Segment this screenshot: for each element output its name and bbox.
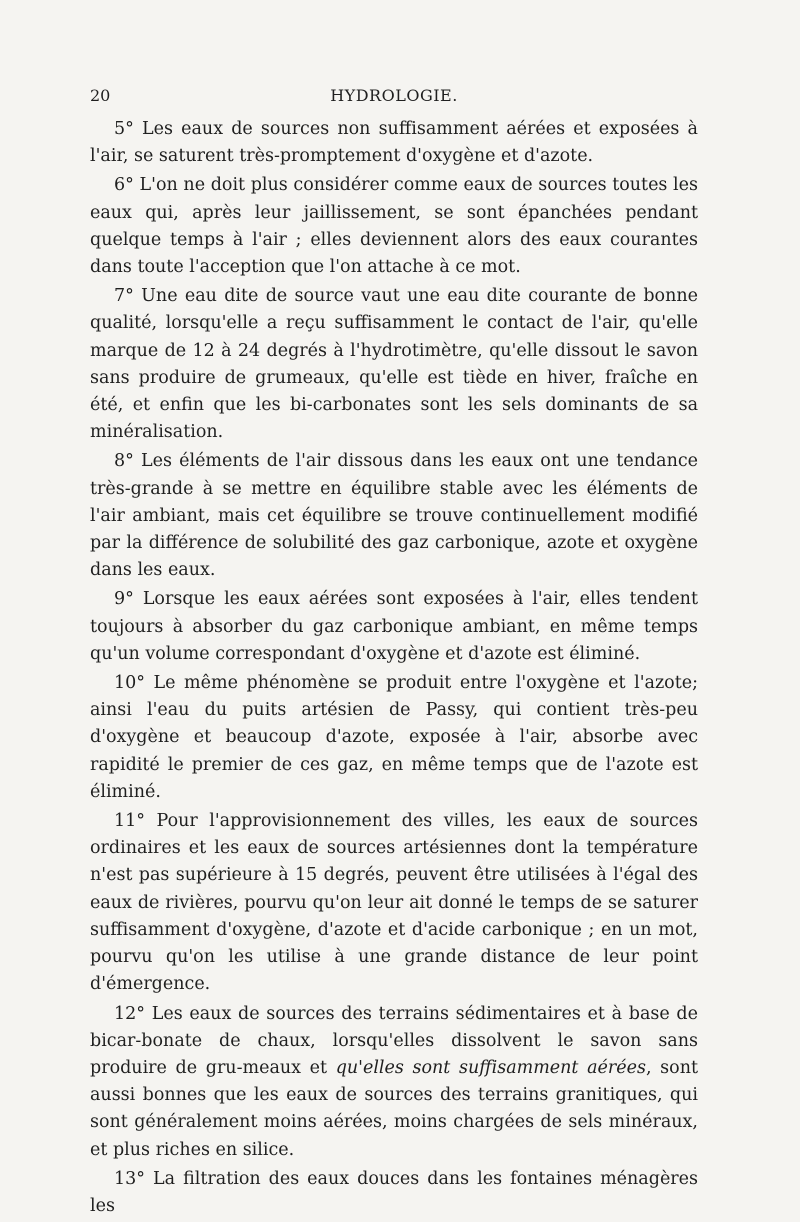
paragraph-6: 6° L'on ne doit plus considérer comme eaux de sources toutes les eaux qui, après leur jaillissement, se sont épanchées pendant quelque temps à l'air ; elles deviennent alors des eaux courantes dans toute l'acception que l'on attache à ce mot.	[90, 175, 698, 278]
paragraph-11: 11° Pour l'approvisionnement des villes, les eaux de sources ordinaires et les eaux de sources artésiennes dont la température n'est pas supérieure à 15 degrés, peuvent être utilisées à l'égal des eaux de rivières, pourvu qu'on leur ait donné le temps de se saturer suffisamment d'oxygène, d'azote et d'acide carbonique ; en un mot, pourvu qu'on les utilise à une grande distance de leur point d'émergence.	[90, 811, 698, 995]
paragraph-12-italic-phrase: qu'elles sont suffisamment aérées	[335, 1057, 646, 1078]
body-text	[90, 116, 698, 1222]
paragraph-12-text-end: , sont aussi bonnes que les eaux de sources des terrains granitiques, qui sont généralement moins aérées, moins chargées de sels minéraux, et plus riches en silice.	[90, 1057, 698, 1160]
header-title: HYDROLOGIE.	[330, 86, 458, 105]
paragraph-12-text-start: 12° Les eaux de sources des terrains sédimentaires et à base de bicar-bonate de chaux, lorsqu'elles dissolvent le savon sans produire de gru-meaux et	[90, 1003, 698, 1078]
paragraph-9: 9° Lorsque les eaux aérées sont exposées à l'air, elles tendent toujours à absorber du gaz carbonique ambiant, en même temps qu'un volume correspondant d'oxygène et d'azote est éliminé.	[90, 589, 698, 664]
page-number: 20	[90, 86, 111, 105]
running-head	[90, 86, 698, 108]
paragraph-5: 5° Les eaux de sources non suffisamment aérées et exposées à l'air, se saturent très-promptement d'oxygène et d'azote.	[90, 119, 698, 167]
paragraph-10: 10° Le même phénomène se produit entre l'oxygène et l'azote; ainsi l'eau du puits artésien de Passy, qui contient très-peu d'oxygène et beaucoup d'azote, exposée à l'air, absorbe avec rapidité le premier de ces gaz, en même temps que de l'azote est éliminé.	[90, 673, 698, 802]
paragraph-8: 8° Les éléments de l'air dissous dans les eaux ont une tendance très-grande à se mettre en équilibre stable avec les éléments de l'air ambiant, mais cet équilibre se trouve continuellement modifié par la différence de solubilité des gaz carbonique, azote et oxygène dans les eaux.	[90, 451, 698, 581]
paragraph-7: 7° Une eau dite de source vaut une eau dite courante de bonne qualité, lorsqu'elle a reçu suffisamment le contact de l'air, qu'elle marque de 12 à 24 degrés à l'hydrotimètre, qu'elle dissout le savon sans produire de grumeaux, qu'elle est tiède en hiver, fraîche en été, et enfin que les bi-carbonates sont les sels dominants de sa minéralisation.	[90, 286, 698, 443]
paragraph-12	[90, 1001, 698, 1164]
paragraph-13: 13° La filtration des eaux douces dans les fontaines ménagères les	[90, 1168, 698, 1216]
